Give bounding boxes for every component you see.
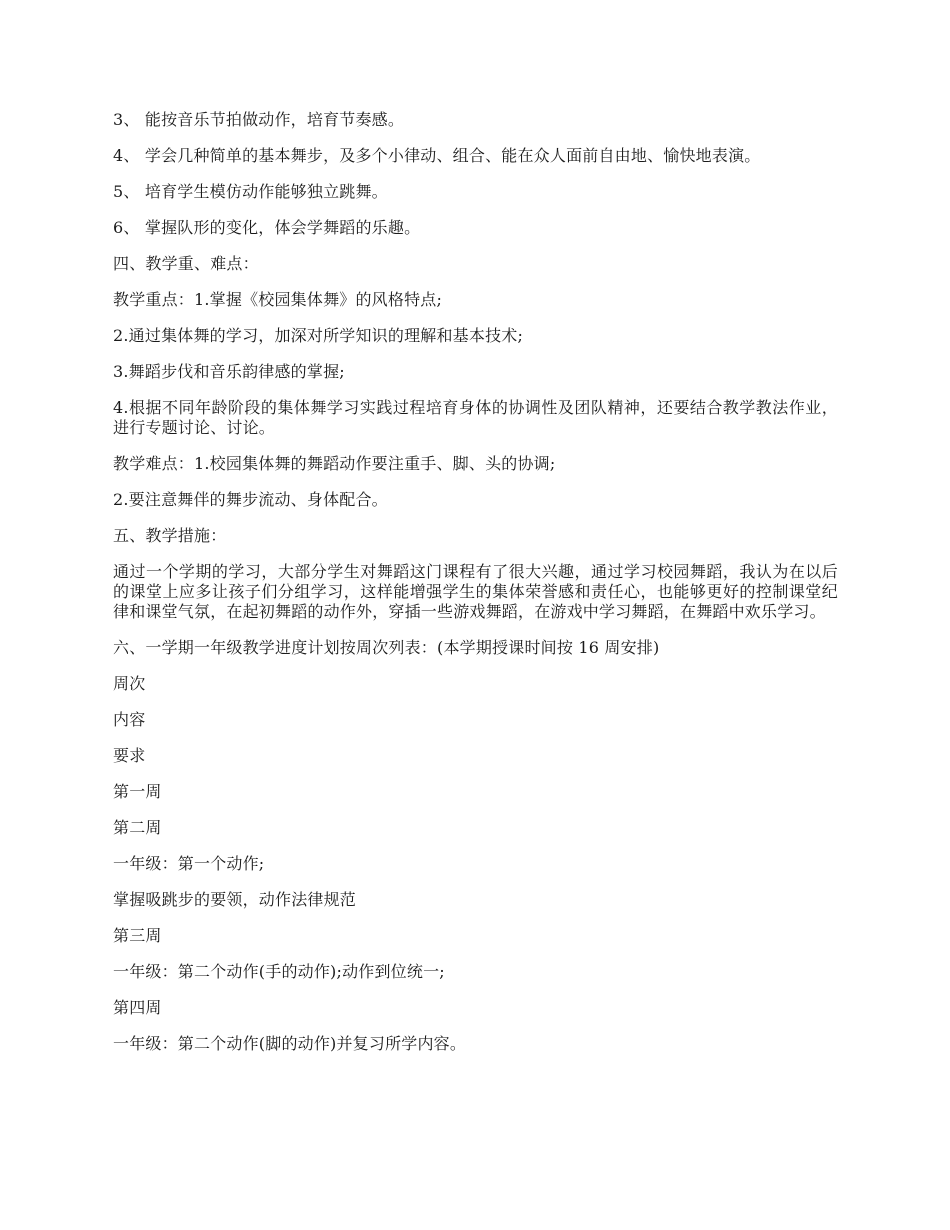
item-6-formation: 6、 掌握队形的变化，体会学舞蹈的乐趣。 — [113, 218, 421, 237]
section-heading-schedule: 六、一学期一年级教学进度计划按周次列表：(本学期授课时间按 16 周安排) — [113, 638, 660, 657]
document-page — [113, 110, 838, 1070]
difficulty-1: 教学难点：1.校园集体舞的舞蹈动作要注重手、脚、头的协调; — [113, 454, 556, 473]
item-5-imitation: 5、 培育学生模仿动作能够独立跳舞。 — [113, 182, 388, 201]
difficulty-2: 2.要注意舞伴的舞步流动、身体配合。 — [113, 490, 388, 509]
schedule-week-1: 第一周 — [113, 782, 162, 801]
key-point-1: 教学重点：1.掌握《校园集体舞》的风格特点; — [113, 290, 443, 309]
schedule-header-week: 周次 — [113, 674, 146, 693]
schedule-week-3-content: 一年级：第二个动作(手的动作);动作到位统一; — [113, 962, 445, 981]
section-heading-key-points: 四、教学重、难点： — [113, 254, 259, 273]
schedule-week-2-requirement: 掌握吸跳步的要领，动作法律规范 — [113, 890, 357, 909]
item-3-rhythm: 3、 能按音乐节拍做动作，培育节奏感。 — [113, 110, 405, 129]
section-heading-measures: 五、教学措施： — [113, 526, 227, 545]
schedule-week-3: 第三周 — [113, 926, 162, 945]
schedule-week-4-content: 一年级：第二个动作(脚的动作)并复习所学内容。 — [113, 1034, 467, 1053]
schedule-header-requirement: 要求 — [113, 746, 146, 765]
key-point-2: 2.通过集体舞的学习，加深对所学知识的理解和基本技术; — [113, 326, 524, 345]
item-4-dance-steps: 4、 学会几种简单的基本舞步，及多个小律动、组合、能在众人面前自由地、愉快地表演。 — [113, 146, 761, 165]
key-point-3: 3.舞蹈步伐和音乐韵律感的掌握; — [113, 362, 345, 381]
schedule-header-content: 内容 — [113, 710, 146, 729]
schedule-week-2-content: 一年级：第一个动作; — [113, 854, 265, 873]
measures-paragraph: 通过一个学期的学习，大部分学生对舞蹈这门课程有了很大兴趣，通过学习校园舞蹈，我认为在以后的课堂上应多让孩子们分组学习，这样能增强学生的集体荣誉感和责任心，也能够更好的控制课堂纪律和课堂气氛，在起初舞蹈的动作外，穿插一些游戏舞蹈，在游戏中学习舞蹈，在舞蹈中欢乐学习。 — [113, 562, 838, 621]
schedule-week-2: 第二周 — [113, 818, 162, 837]
schedule-week-4: 第四周 — [113, 998, 162, 1017]
key-point-4: 4.根据不同年龄阶段的集体舞学习实践过程培育身体的协调性及团队精神，还要结合教学教法作业，进行专题讨论、讨论。 — [113, 398, 838, 437]
